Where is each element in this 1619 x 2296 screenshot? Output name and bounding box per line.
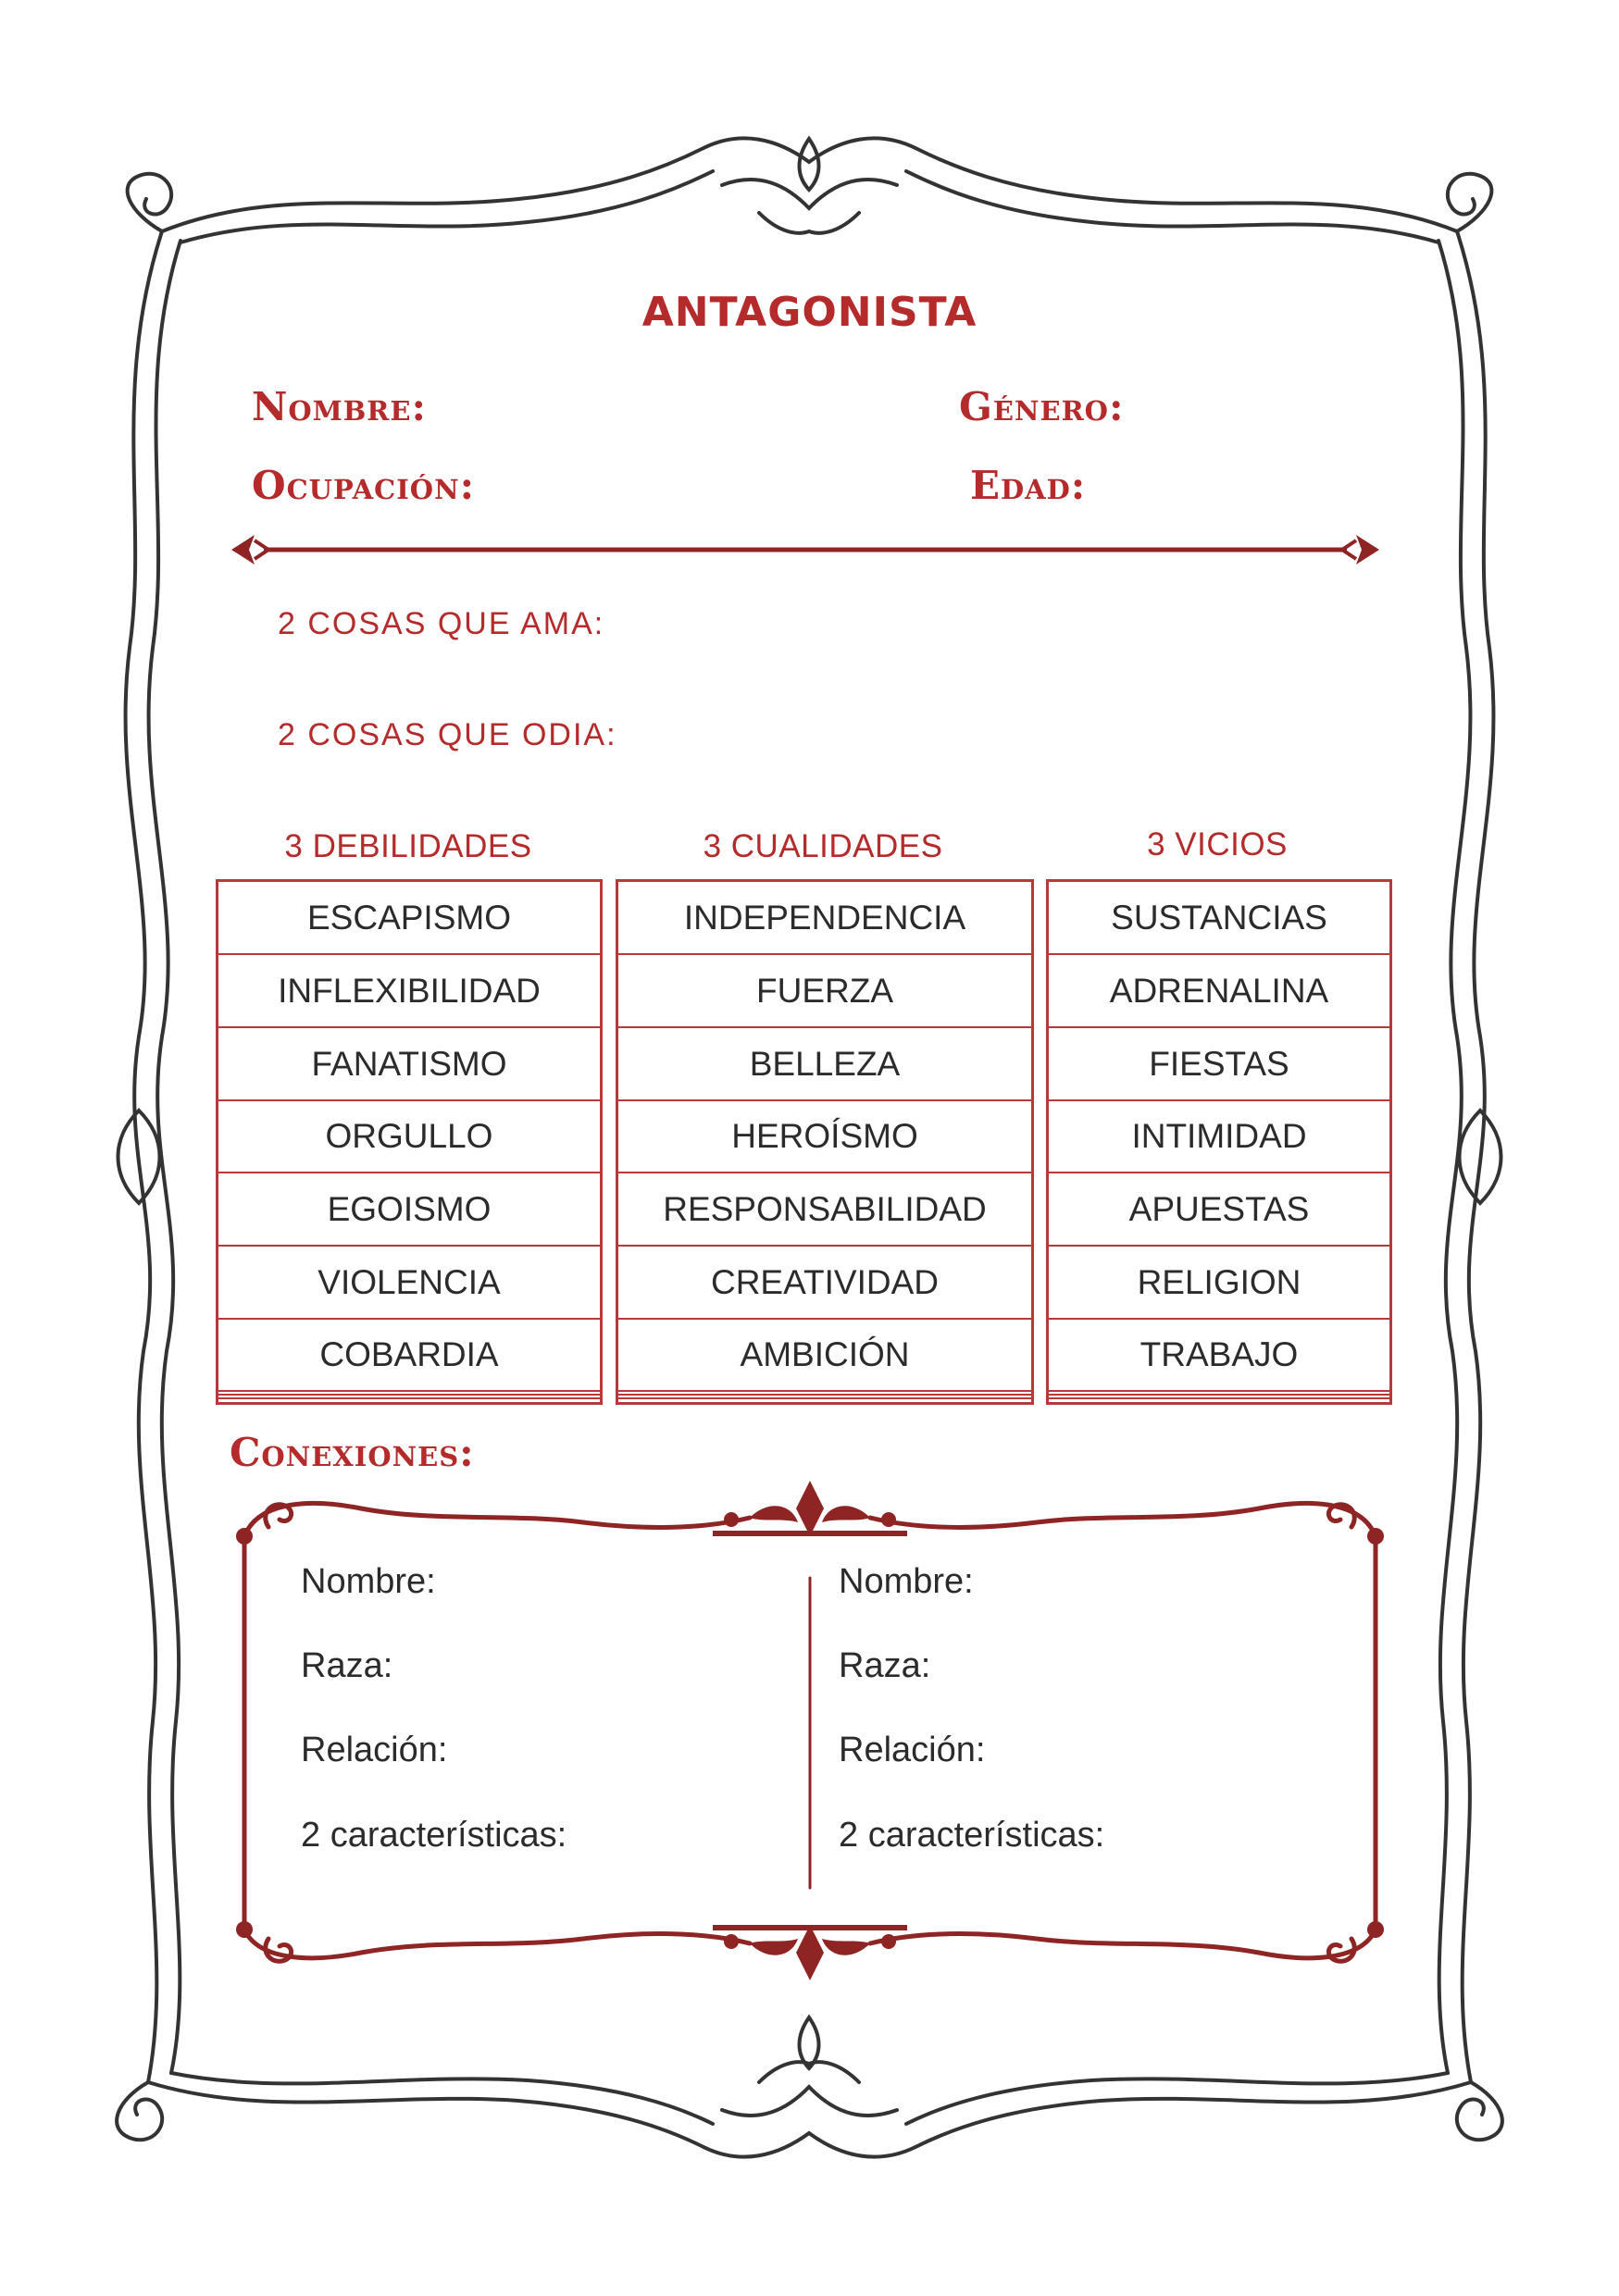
- vicios-item-5: RELIGION: [1048, 1246, 1391, 1319]
- ama-label: 2 COSAS QUE AMA:: [278, 606, 605, 641]
- list-row: [218, 954, 602, 1027]
- edad-label: Edad:: [970, 463, 1087, 508]
- nombre-label: Nombre:: [252, 384, 427, 429]
- list-row: [617, 881, 1033, 955]
- list-row: [218, 1319, 602, 1392]
- debilidades-item-1: INFLEXIBILIDAD: [218, 954, 602, 1027]
- cualidades-item-1: FUERZA: [617, 954, 1033, 1027]
- conn-left-relacion: Relación:: [301, 1731, 448, 1769]
- list-row: [218, 881, 602, 955]
- cualidades-item-2: BELLEZA: [617, 1027, 1033, 1100]
- cualidades-table: [616, 879, 1034, 1405]
- cualidades-item-5: CREATIVIDAD: [617, 1246, 1033, 1319]
- list-row: [1048, 1398, 1391, 1403]
- conexiones-heading: Conexiones:: [230, 1430, 475, 1475]
- debilidades-item-4: EGOISMO: [218, 1173, 602, 1246]
- list-row: [617, 1100, 1033, 1173]
- cualidades-item-6: AMBICIÓN: [617, 1319, 1033, 1392]
- conn-left-nombre: Nombre:: [301, 1562, 436, 1601]
- list-row: [1048, 1319, 1391, 1392]
- cualidades-item-9: [617, 1398, 1033, 1403]
- conn-left-caracteristicas: 2 características:: [301, 1816, 567, 1855]
- vicios-item-2: FIESTAS: [1048, 1027, 1391, 1100]
- list-row: [617, 1027, 1033, 1100]
- list-row: [1048, 881, 1391, 955]
- conn-right-raza: Raza:: [839, 1646, 931, 1685]
- vicios-item-9: [1048, 1398, 1391, 1403]
- list-row: [1048, 1246, 1391, 1319]
- cualidades-item-0: INDEPENDENCIA: [683, 899, 966, 937]
- page-title: ANTAGONISTA: [641, 289, 978, 336]
- list-row: [617, 1173, 1033, 1246]
- list-row: [218, 1100, 602, 1173]
- odia-label: 2 COSAS QUE ODIA:: [278, 717, 617, 752]
- list-row: [1048, 1100, 1391, 1173]
- debilidades-item-6: COBARDIA: [218, 1319, 602, 1392]
- list-row: [218, 1398, 602, 1403]
- debilidades-item-2: FANATISMO: [218, 1027, 602, 1100]
- conn-right-nombre: Nombre:: [839, 1562, 974, 1601]
- conn-right-relacion: Relación:: [839, 1731, 986, 1769]
- debilidades-item-3: ORGULLO: [218, 1100, 602, 1173]
- debilidades-item-0: ESCAPISMO: [307, 899, 511, 937]
- conn-left-raza: Raza:: [301, 1646, 393, 1685]
- vicios-item-3: INTIMIDAD: [1048, 1100, 1391, 1173]
- cualidades-item-4: RESPONSABILIDAD: [617, 1173, 1033, 1246]
- header-divider: [227, 527, 1384, 574]
- list-row: [218, 1246, 602, 1319]
- vicios-item-4: APUESTAS: [1048, 1173, 1391, 1246]
- list-row: [617, 1398, 1033, 1403]
- conn-right-caracteristicas: 2 características:: [839, 1816, 1105, 1855]
- debilidades-heading: 3 DEBILIDADES: [284, 828, 532, 864]
- list-row: [617, 1246, 1033, 1319]
- list-row: [1048, 1027, 1391, 1100]
- genero-label: Género:: [959, 384, 1125, 429]
- debilidades-table: [216, 879, 603, 1405]
- list-row: [1048, 954, 1391, 1027]
- vicios-heading: 3 VICIOS: [1147, 826, 1288, 863]
- vicios-item-1: ADRENALINA: [1048, 954, 1391, 1027]
- list-row: [617, 954, 1033, 1027]
- vicios-item-0: SUSTANCIAS: [1111, 899, 1327, 937]
- vicios-table: [1046, 879, 1392, 1405]
- list-row: [617, 1319, 1033, 1392]
- debilidades-item-9: [218, 1398, 602, 1403]
- list-row: [1048, 1173, 1391, 1246]
- ocupacion-label: Ocupación:: [252, 463, 476, 508]
- debilidades-item-5: VIOLENCIA: [218, 1246, 602, 1319]
- vicios-item-6: TRABAJO: [1048, 1319, 1391, 1392]
- list-row: [218, 1027, 602, 1100]
- list-row: [218, 1173, 602, 1246]
- cualidades-item-3: HEROÍSMO: [617, 1100, 1033, 1173]
- cualidades-heading: 3 CUALIDADES: [703, 828, 943, 864]
